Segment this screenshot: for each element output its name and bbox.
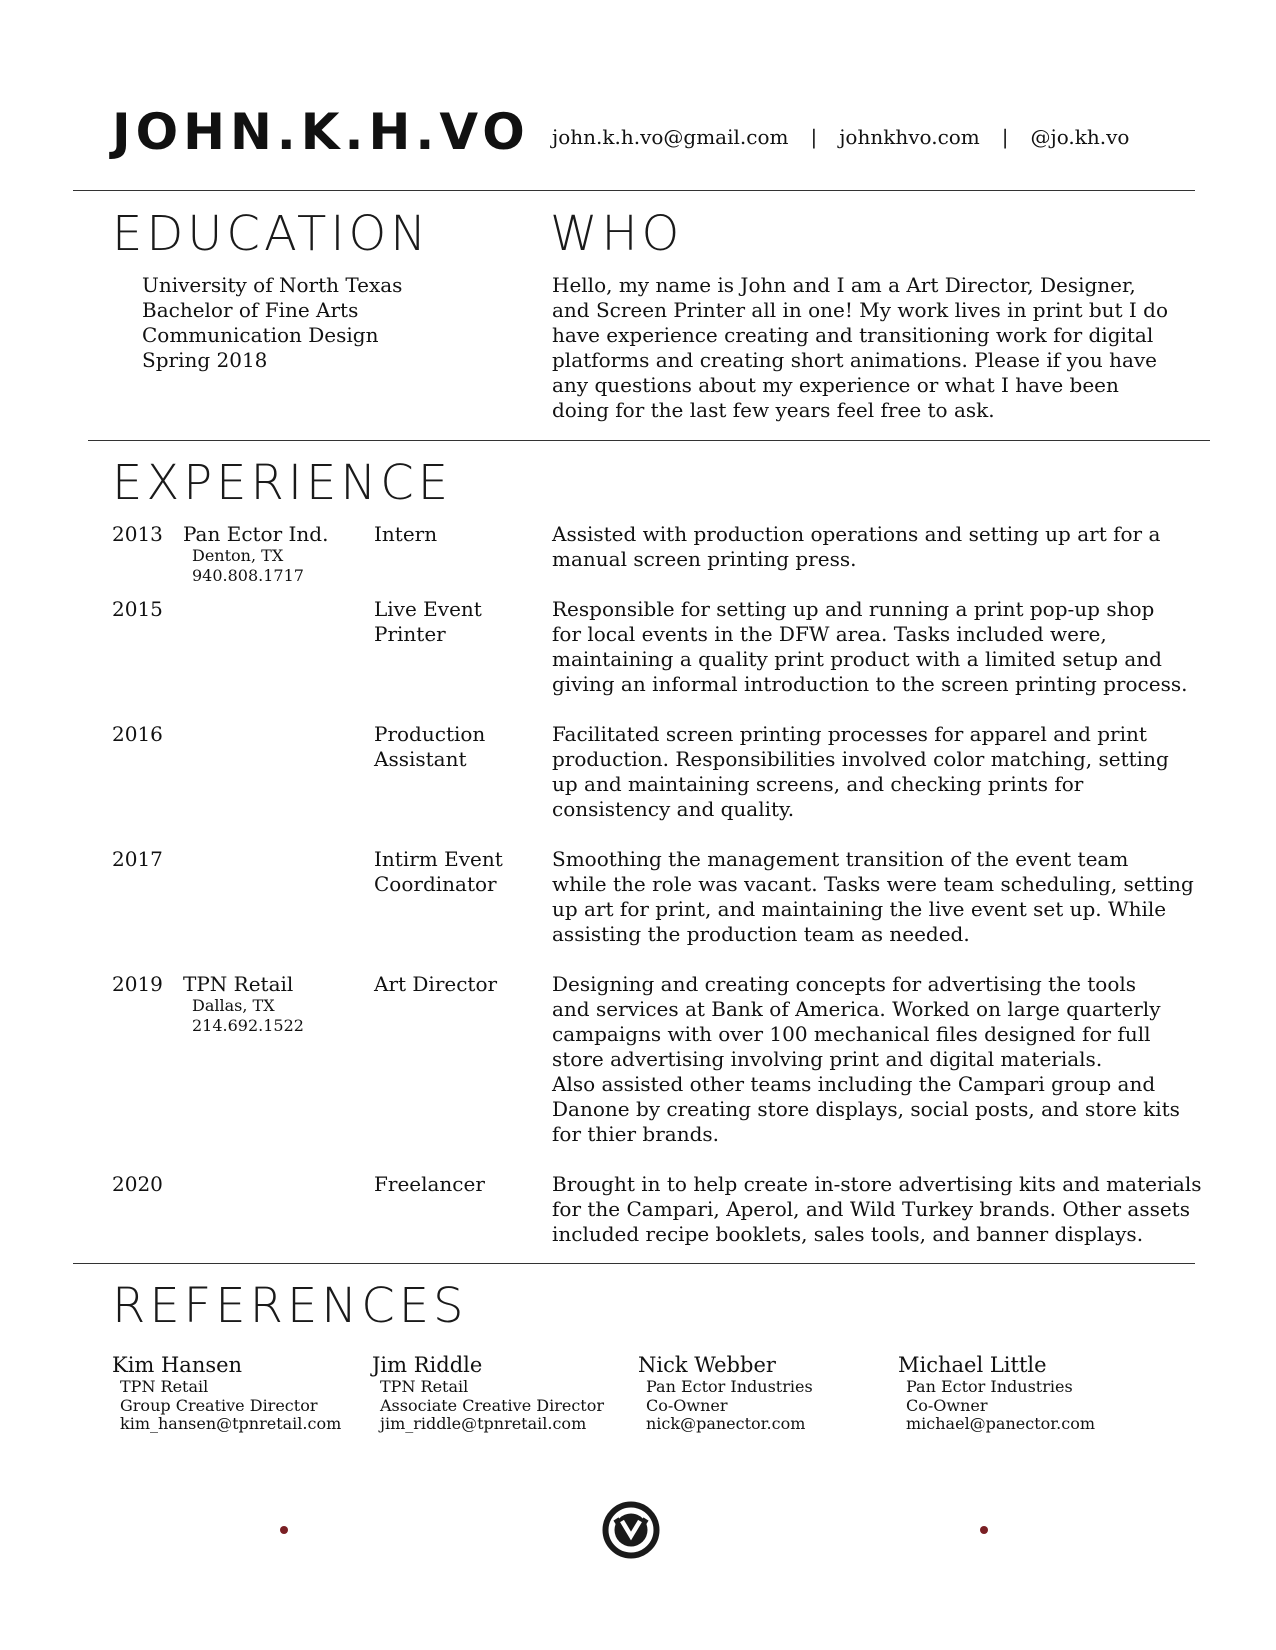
experience-city: Dallas, TX — [192, 996, 275, 1015]
experience-entry — [112, 597, 1212, 717]
experience-year: 2020 — [112, 1172, 163, 1196]
desc-line: up art for print, and maintaining the live event set up. While — [552, 897, 1167, 921]
experience-entry — [112, 972, 1212, 1152]
experience-entry — [112, 1172, 1212, 1252]
desc-line: for thier brands. — [552, 1122, 720, 1146]
education-details — [142, 273, 402, 373]
role-line: Intirm Event — [374, 847, 503, 871]
experience-entry — [112, 847, 1212, 967]
education-degree: Bachelor of Fine Arts — [142, 298, 359, 322]
reference-company: TPN Retail — [380, 1377, 469, 1396]
contact-bar — [552, 122, 1129, 152]
social-handle[interactable]: @jo.kh.vo — [1030, 125, 1130, 149]
experience-role — [374, 847, 534, 897]
experience-phone: 940.808.1717 — [192, 566, 304, 585]
desc-line: manual screen printing press. — [552, 547, 857, 571]
reference-title: Associate Creative Director — [380, 1395, 604, 1415]
experience-year: 2013 — [112, 522, 163, 546]
experience-year: 2015 — [112, 597, 163, 621]
contact-separator: | — [810, 125, 818, 149]
reference-name: Kim Hansen — [112, 1353, 243, 1377]
experience-role — [374, 522, 534, 547]
desc-line: and services at Bank of America. Worked on large quarterly — [552, 997, 1161, 1021]
experience-company: Pan Ector Ind. — [183, 522, 329, 546]
footer-dot-right — [980, 1526, 988, 1534]
desc-line: Danone by creating store displays, social posts, and store kits — [552, 1097, 1180, 1121]
education-major: Communication Design — [142, 323, 379, 347]
reference-card — [638, 1352, 813, 1434]
role-line: Freelancer — [374, 1172, 485, 1196]
experience-heading: EXPERIENCE — [112, 455, 453, 511]
reference-email[interactable]: jim_riddle@tpnretail.com — [380, 1414, 587, 1433]
desc-line: for local events in the DFW area. Tasks included were, — [552, 622, 1107, 646]
experience-year: 2019 — [112, 972, 163, 996]
experience-divider — [73, 1263, 1195, 1264]
who-line: doing for the last few years feel free to ask. — [552, 398, 995, 422]
desc-line: production. Responsibilities involved color matching, setting — [552, 747, 1169, 771]
reference-name: Michael Little — [898, 1353, 1047, 1377]
who-divider — [88, 440, 1210, 441]
desc-line: consistency and quality. — [552, 797, 795, 821]
desc-line: Also assisted other teams including the Campari group and — [552, 1072, 1156, 1096]
reference-title: Group Creative Director — [120, 1395, 318, 1415]
experience-role — [374, 972, 534, 997]
role-line: Live Event — [374, 597, 482, 621]
desc-line: store advertising involving print and digital materials. — [552, 1047, 1103, 1071]
education-term: Spring 2018 — [142, 348, 268, 372]
experience-description — [552, 1172, 1212, 1247]
reference-email[interactable]: nick@panector.com — [646, 1414, 806, 1433]
education-heading: EDUCATION — [112, 206, 431, 262]
monogram-v-logo-icon — [600, 1499, 662, 1561]
reference-name: Nick Webber — [638, 1353, 776, 1377]
footer-dot-left — [280, 1526, 288, 1534]
experience-role — [374, 722, 534, 772]
desc-line: Responsible for setting up and running a print pop-up shop — [552, 597, 1155, 621]
who-line: have experience creating and transitioning work for digital — [552, 323, 1154, 347]
role-line: Coordinator — [374, 872, 497, 896]
desc-line: Facilitated screen printing processes for apparel and print — [552, 722, 1147, 746]
experience-role — [374, 1172, 534, 1197]
experience-company: TPN Retail — [183, 972, 294, 996]
who-line: any questions about my experience or what I have been — [552, 373, 1119, 397]
who-line: and Screen Printer all in one! My work lives in print but I do — [552, 298, 1169, 322]
header-divider — [73, 190, 1195, 191]
desc-line: Designing and creating concepts for advertising the tools — [552, 972, 1137, 996]
who-paragraph — [552, 273, 1192, 423]
references-heading: REFERENCES — [112, 1278, 468, 1334]
experience-description — [552, 597, 1212, 697]
reference-card — [372, 1352, 604, 1434]
experience-description — [552, 972, 1212, 1147]
experience-description — [552, 722, 1212, 822]
desc-line: for the Campari, Aperol, and Wild Turkey brands. Other assets — [552, 1197, 1190, 1221]
who-heading: WHO — [550, 206, 684, 262]
desc-line: maintaining a quality print product with a limited setup and — [552, 647, 1162, 671]
role-line: Intern — [374, 522, 438, 546]
who-line: Hello, my name is John and I am a Art Director, Designer, — [552, 273, 1136, 297]
reference-company: Pan Ector Industries — [906, 1377, 1073, 1396]
reference-company: TPN Retail — [120, 1377, 209, 1396]
role-line: Printer — [374, 622, 446, 646]
desc-line: Assisted with production operations and setting up art for a — [552, 522, 1161, 546]
who-line: platforms and creating short animations. Please if you have — [552, 348, 1158, 372]
reference-card — [112, 1352, 341, 1434]
email-link[interactable]: john.k.h.vo@gmail.com — [552, 125, 789, 149]
desc-line: up and maintaining screens, and checking prints for — [552, 772, 1084, 796]
contact-separator: | — [1001, 125, 1009, 149]
reference-card — [898, 1352, 1095, 1434]
experience-location — [192, 546, 304, 586]
reference-title: Co-Owner — [646, 1395, 728, 1415]
role-line: Assistant — [374, 747, 467, 771]
experience-description — [552, 522, 1212, 572]
desc-line: Brought in to help create in-store advertising kits and materials — [552, 1172, 1202, 1196]
desc-line: included recipe booklets, sales tools, and banner displays. — [552, 1222, 1144, 1246]
experience-role — [374, 597, 534, 647]
role-line: Production — [374, 722, 486, 746]
desc-line: while the role was vacant. Tasks were team scheduling, setting — [552, 872, 1194, 896]
experience-year: 2016 — [112, 722, 163, 746]
education-school: University of North Texas — [142, 273, 403, 297]
experience-phone: 214.692.1522 — [192, 1016, 304, 1035]
experience-entry — [112, 722, 1212, 842]
resume-name: JOHN.K.H.VO — [112, 103, 530, 161]
desc-line: campaigns with over 100 mechanical files designed for full — [552, 1022, 1151, 1046]
experience-location — [192, 996, 304, 1036]
experience-year: 2017 — [112, 847, 163, 871]
experience-city: Denton, TX — [192, 546, 284, 565]
website-link[interactable]: johnkhvo.com — [839, 125, 980, 149]
reference-company: Pan Ector Industries — [646, 1377, 813, 1396]
desc-line: assisting the production team as needed. — [552, 922, 970, 946]
desc-line: Smoothing the management transition of the event team — [552, 847, 1129, 871]
reference-email[interactable]: kim_hansen@tpnretail.com — [120, 1414, 342, 1433]
reference-email[interactable]: michael@panector.com — [906, 1414, 1095, 1433]
experience-description — [552, 847, 1212, 947]
role-line: Art Director — [374, 972, 498, 996]
reference-title: Co-Owner — [906, 1395, 988, 1415]
desc-line: giving an informal introduction to the screen printing process. — [552, 672, 1188, 696]
reference-name: Jim Riddle — [372, 1353, 483, 1377]
